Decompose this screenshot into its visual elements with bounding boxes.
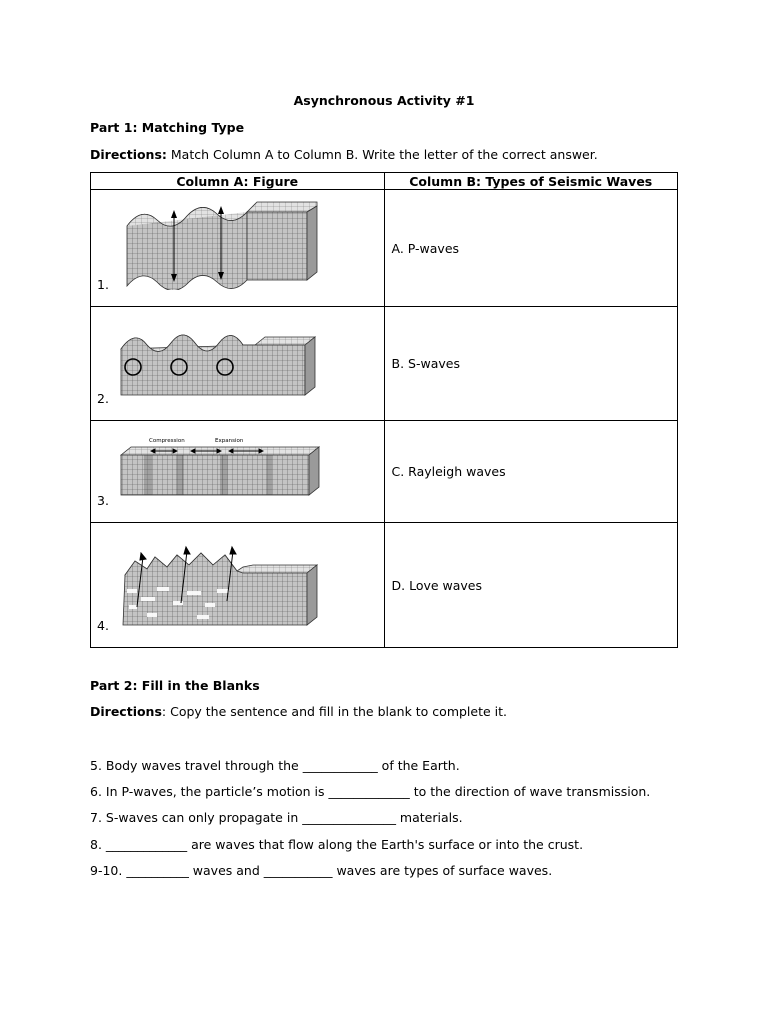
part2-directions	[90, 704, 507, 719]
table-row	[91, 190, 678, 307]
figure-number: 4.	[97, 618, 109, 633]
love-wave-figure	[117, 198, 327, 290]
rayleigh-wave-figure	[117, 315, 327, 407]
figure-cell	[91, 421, 385, 523]
column-b-header: Column B: Types of Seismic Waves	[384, 173, 678, 190]
column-a-header: Column A: Figure	[91, 173, 385, 190]
part1-heading: Part 1: Matching Type	[90, 120, 245, 135]
part1-directions-label: Directions:	[90, 147, 167, 162]
part1-directions	[90, 147, 598, 162]
matching-table	[90, 172, 678, 648]
part2-directions-text: : Copy the sentence and fill in the blank to complete it.	[161, 704, 508, 719]
p-wave-figure	[117, 429, 327, 501]
table-row	[91, 523, 678, 648]
fill-blank-item: 6. In P-waves, the particle’s motion is _____________ to the direction of wave transmission.	[90, 784, 651, 799]
compression-label: Compression	[149, 438, 185, 444]
figure-cell	[91, 190, 385, 307]
table-row	[91, 421, 678, 523]
part2-directions-label: Directions	[90, 704, 162, 719]
table-row	[91, 307, 678, 421]
page-title: Asynchronous Activity #1	[293, 93, 475, 108]
figure-cell	[91, 307, 385, 421]
figure-number: 2.	[97, 391, 109, 406]
answer-option: C. Rayleigh waves	[384, 421, 678, 523]
answer-option: A. P-waves	[384, 190, 678, 307]
s-wave-figure	[117, 531, 327, 631]
part2-heading: Part 2: Fill in the Blanks	[90, 678, 260, 693]
figure-number: 1.	[97, 277, 109, 292]
part1-directions-text: Match Column A to Column B. Write the letter of the correct answer.	[166, 147, 598, 162]
expansion-label: Expansion	[215, 438, 244, 444]
answer-option: B. S-waves	[384, 307, 678, 421]
figure-number: 3.	[97, 493, 109, 508]
fill-blank-item: 8. _____________ are waves that flow along the Earth's surface or into the crust.	[90, 837, 584, 852]
figure-cell	[91, 523, 385, 648]
fill-blank-item: 9-10. __________ waves and ___________ waves are types of surface waves.	[90, 863, 553, 878]
fill-blank-item: 5. Body waves travel through the ____________ of the Earth.	[90, 758, 460, 773]
fill-blank-item: 7. S-waves can only propagate in _______________ materials.	[90, 810, 463, 825]
answer-option: D. Love waves	[384, 523, 678, 648]
